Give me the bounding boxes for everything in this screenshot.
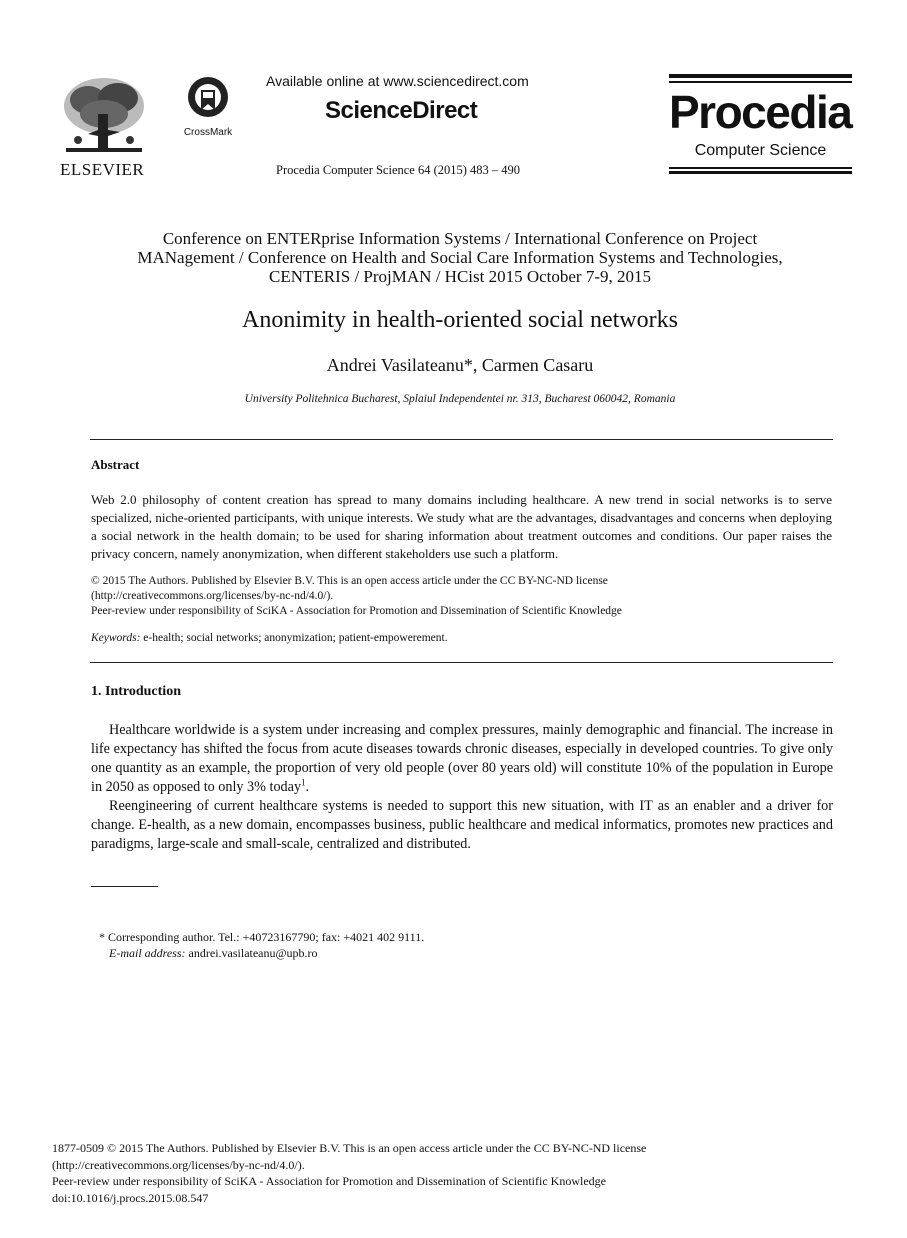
corresponding-author: * Corresponding author. Tel.: +40723167790; fax: +4021 402 9111.: [99, 930, 425, 944]
crossmark-badge[interactable]: [178, 76, 238, 136]
abstract-bottom-divider: [90, 662, 833, 663]
procedia-title: Procedia: [669, 86, 852, 138]
paren-close: ).: [297, 1157, 305, 1172]
procedia-rule-bottom-thin: [669, 167, 852, 169]
procedia-rule-top-thin: [669, 81, 852, 83]
elsevier-logo: [58, 74, 150, 178]
footer-license-line: 1877-0509 © 2015 The Authors. Published by Elsevier B.V. This is an open access article under the CC BY-NC-ND license: [52, 1141, 647, 1155]
email-address[interactable]: andrei.vasilateanu@upb.ro: [185, 946, 318, 960]
license-line: © 2015 The Authors. Published by Elsevier B.V. This is an open access article under the CC BY-NC-ND license: [91, 575, 608, 587]
procedia-logo: [669, 74, 852, 174]
paren-open: (: [91, 590, 95, 602]
doi[interactable]: doi:10.1016/j.procs.2015.08.547: [52, 1190, 209, 1205]
affiliation: University Politehnica Bucharest, Splaiul Independentei nr. 313, Bucharest 060042, Romania: [244, 393, 676, 405]
keywords: [91, 632, 448, 644]
keywords-text: e-health; social networks; anonymization; patient-empowerement.: [140, 632, 448, 644]
section-heading-introduction: 1. Introduction: [91, 684, 181, 699]
crossmark-icon: [186, 76, 230, 122]
page-footer: [52, 1140, 852, 1206]
author-list: Andrei Vasilateanu*, Carmen Casaru: [326, 355, 594, 375]
paren-open: (: [52, 1157, 56, 1172]
peer-review-line: Peer-review under responsibility of SciKA - Association for Promotion and Dissemination of Scientific Knowledge: [91, 605, 622, 617]
abstract-heading: Abstract: [91, 457, 140, 472]
footer-license-link[interactable]: http://creativecommons.org/licenses/by-nc-nd/4.0/: [56, 1157, 298, 1172]
sciencedirect-wordmark: ScienceDirect: [325, 97, 478, 124]
email-label: E-mail address:: [109, 946, 186, 960]
license-link[interactable]: http://creativecommons.org/licenses/by-nc-nd/4.0/: [94, 590, 327, 602]
paren-close: ).: [326, 590, 334, 602]
conference-name: [60, 229, 860, 286]
intro-p1-end: .: [305, 779, 310, 795]
intro-p1-text: Healthcare worldwide is a system under increasing and complex pressures, mainly demographic and financial. The increase in life expectancy has shifted the focus from acute diseases towards chronic diseases, especially in developed countries. To give only one quantity as an example, the proportion of very old people (over 80 years old) will constitute 10% of the population in Europe in 2050 as opposed to only 3% today: [91, 722, 833, 795]
procedia-subtitle: Computer Science: [694, 142, 827, 159]
procedia-rule-top: [669, 74, 852, 78]
intro-paragraph-2: Reengineering of current healthcare systems is needed to support this new situation, with IT as an enabler and a driver for change. E-health, as a new domain, encompasses business, public healthcare and medical informatics, promotes new practices and paradigms, large-scale and small-scale, centralized and distributed.: [91, 798, 833, 852]
paper-title: Anonimity in health-oriented social networks: [242, 307, 678, 333]
elsevier-tree-icon: [58, 74, 150, 156]
email-line: [99, 945, 424, 961]
footnote-divider: [91, 886, 158, 887]
crossmark-label: CrossMark: [183, 127, 233, 138]
publisher-name: ELSEVIER: [60, 160, 145, 179]
footnote-ref[interactable]: 1: [301, 777, 306, 788]
journal-citation: Procedia Computer Science 64 (2015) 483 – 490: [276, 163, 521, 177]
conference-line-1: Conference on ENTERprise Information Systems / International Conference on Project: [162, 229, 758, 248]
keywords-label: Keywords:: [91, 632, 141, 644]
license-notice: [91, 574, 832, 619]
footer-link-line: [52, 1157, 852, 1174]
available-online-text: Available online at www.sciencedirect.com: [266, 73, 529, 89]
footnote: [99, 929, 424, 961]
procedia-rule-bottom: [669, 171, 852, 174]
license-link-line: [91, 589, 832, 604]
conference-line-3: CENTERIS / ProjMAN / HCist 2015 October 7-9, 2015: [268, 267, 652, 286]
footer-peer-review: Peer-review under responsibility of SciKA - Association for Promotion and Dissemination of Scientific Knowledge: [52, 1174, 606, 1188]
conference-line-2: MANagement / Conference on Health and Social Care Information Systems and Technologies,: [137, 248, 783, 267]
abstract-text: Web 2.0 philosophy of content creation has spread to many domains including healthcare. A new trend in social networks is to serve specialized, niche-oriented participants, with unique interests. We study what are the advantages, disadvantages and concerns when deploying a social network in the health domain; to be used for sharing information about treatment outcomes and conditions. Our paper raises the privacy concern, namely anonymization, when different stakeholders use such a platform.: [91, 492, 832, 561]
abstract-top-divider: [90, 439, 833, 440]
intro-paragraph-1: [91, 721, 833, 797]
introduction-body: [91, 721, 833, 854]
